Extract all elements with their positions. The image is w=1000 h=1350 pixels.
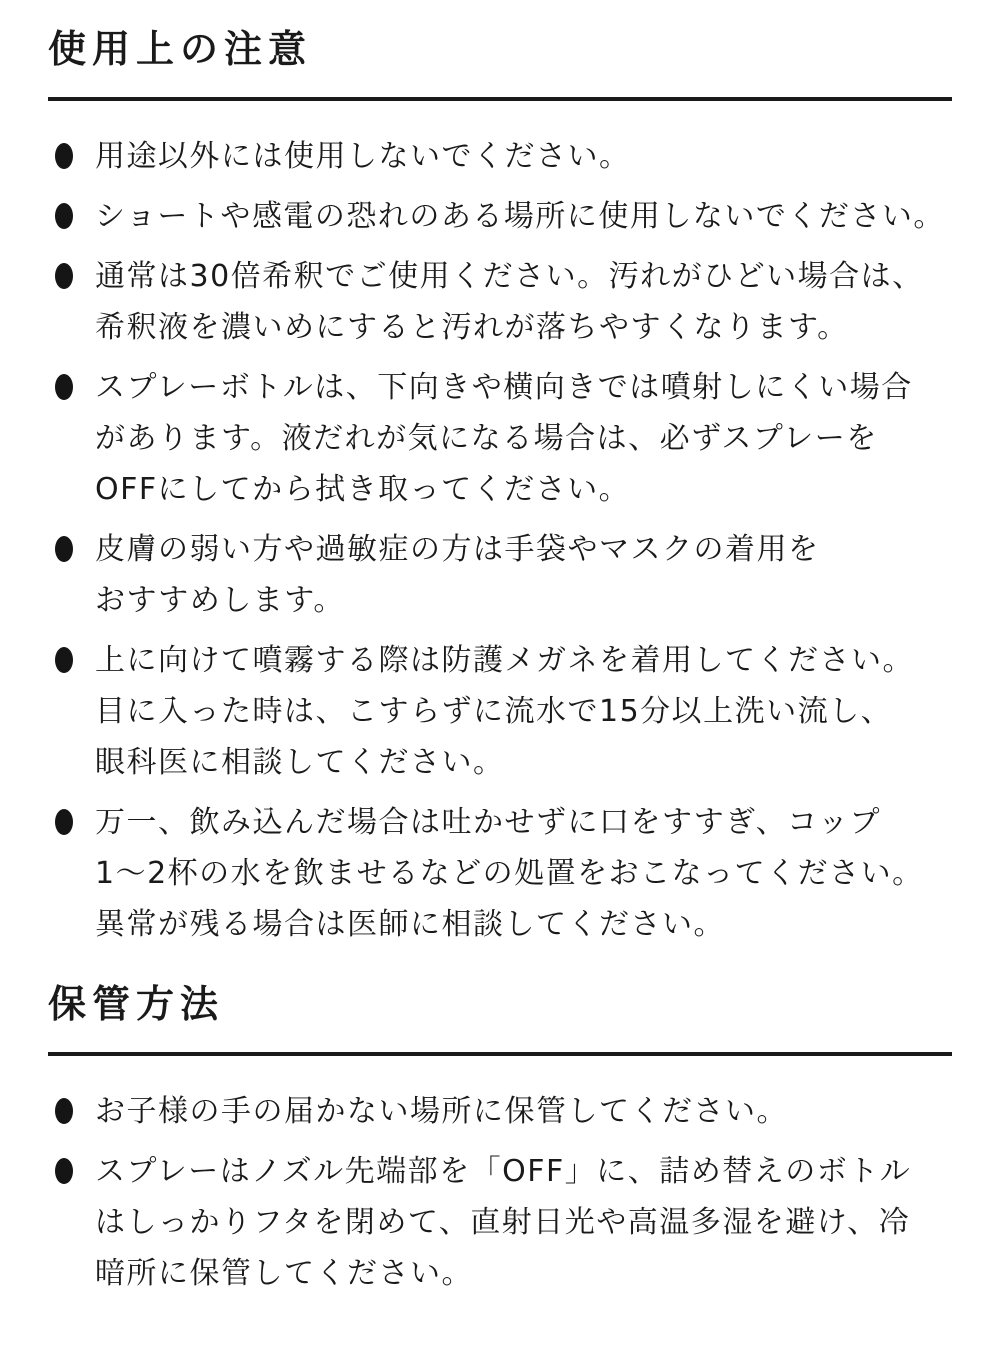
list-item-text: スプレーボトルは、下向きや横向きでは噴射しにくい場合 [95, 370, 913, 405]
bullet-icon [55, 263, 73, 289]
list-item-text: 1〜2杯の水を飲ませるなどの処置をおこなってください。 [95, 856, 924, 891]
list-item [48, 524, 952, 626]
list-item-text: 目に入った時は、こすらずに流水で15分以上洗い流し、 [95, 694, 893, 729]
bullet-icon [55, 1158, 73, 1184]
list-item-text: 用途以外には使用しないでください。 [95, 139, 631, 174]
list-item [48, 1086, 952, 1137]
bullet-icon [55, 536, 73, 562]
storage-method-section [48, 980, 952, 1299]
list-item [48, 251, 952, 353]
storage-method-title: 保管方法 [48, 982, 225, 1026]
list-item-text: OFFにしてから拭き取ってください。 [95, 472, 631, 507]
bullet-icon [55, 143, 73, 169]
list-item-text: 眼科医に相談してください。 [95, 745, 505, 780]
list-item-text: 希釈液を濃いめにすると汚れが落ちやすくなります。 [95, 310, 849, 345]
list-item-text: 通常は30倍希釈でご使用ください。汚れがひどい場合は、 [95, 259, 924, 294]
bullet-icon [55, 809, 73, 835]
usage-precautions-section [48, 25, 952, 950]
list-item [48, 131, 952, 182]
list-item [48, 635, 952, 788]
list-item-text: はしっかりフタを閉めて、直射日光や高温多湿を避け、冷 [95, 1205, 911, 1240]
bullet-icon [55, 1098, 73, 1124]
list-item-text: があります。液だれが気になる場合は、必ずスプレーを [95, 421, 878, 456]
bullet-icon [55, 647, 73, 673]
list-item-text: おすすめします。 [95, 583, 345, 618]
list-item-text: スプレーはノズル先端部を「OFF」に、詰め替えのボトル [95, 1154, 912, 1189]
usage-precautions-title: 使用上の注意 [48, 27, 313, 71]
bullet-icon [55, 374, 73, 400]
list-item-text: お子様の手の届かない場所に保管してください。 [95, 1094, 788, 1129]
storage-method-list [48, 1086, 952, 1299]
section-divider-rule [48, 97, 952, 101]
list-item-text: 皮膚の弱い方や過敏症の方は手袋やマスクの着用を [95, 532, 820, 567]
list-item [48, 797, 952, 950]
list-item-text: 万一、飲み込んだ場合は吐かせずに口をすすぎ、コップ [95, 805, 881, 840]
list-item-text: ショートや感電の恐れのある場所に使用しないでください。 [95, 199, 945, 234]
bullet-icon [55, 203, 73, 229]
list-item [48, 1146, 952, 1299]
list-item-text: 上に向けて噴霧する際は防護メガネを着用してください。 [95, 643, 914, 678]
list-item [48, 191, 952, 242]
list-item-text: 異常が残る場合は医師に相談してください。 [95, 907, 725, 942]
list-item-text: 暗所に保管してください。 [95, 1256, 473, 1291]
section-divider-rule [48, 1052, 952, 1056]
list-item [48, 362, 952, 515]
usage-precautions-list [48, 131, 952, 950]
